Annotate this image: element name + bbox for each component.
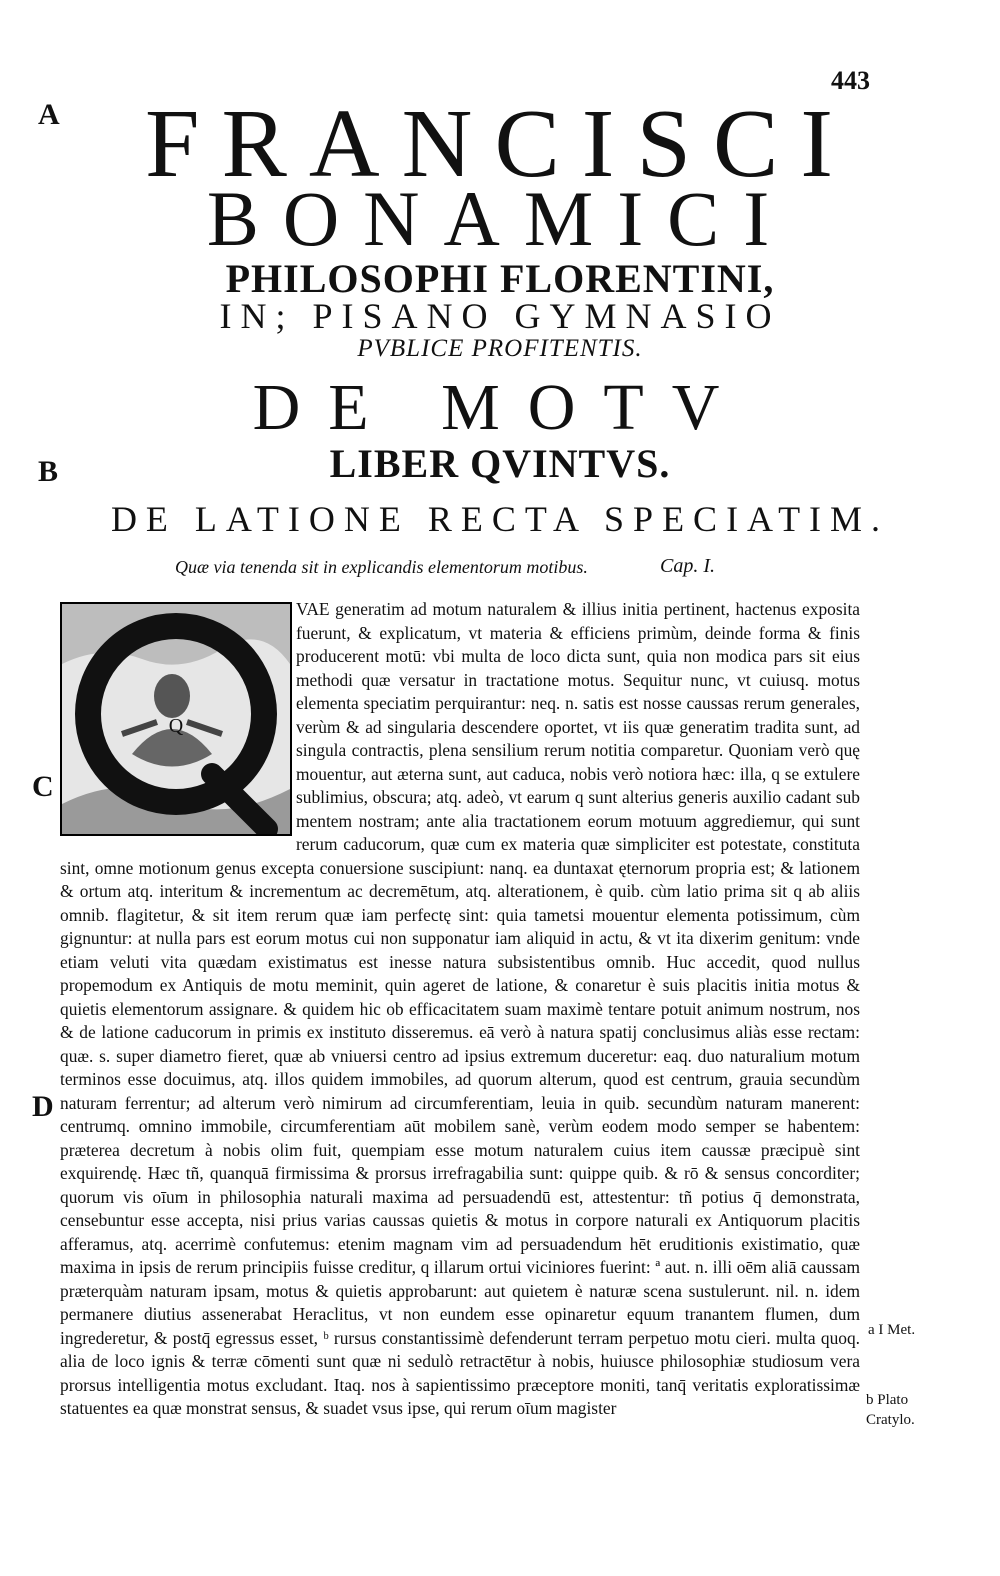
title-book: LIBER QVINTVS.	[329, 441, 671, 486]
margin-letter-b: B	[38, 455, 59, 488]
title-author-last: BONAMICI	[206, 175, 794, 262]
page-number: 443	[831, 66, 870, 95]
title-author-role: PHILOSOPHI FLORENTINI,	[225, 256, 775, 301]
chapter-number: Cap. I.	[660, 555, 715, 577]
title-institution: IN; PISANO GYMNASIO	[219, 296, 781, 336]
title-work: DE MOTV	[252, 371, 748, 444]
initial-letter: Q	[168, 715, 184, 737]
body-text: VAE generatim ad motum naturalem & illius initia pertinent, hactenus exposita fuerunt, & explicatum, vt materia & efficiens primùm, deinde forma & finis producerent motū: vbi multa de loco dicta sunt, quia non modica pars sit eius methodi quæ versatur in tractatione motus. Sequitur nunc, vt cuiusq. motus elementa speciatim perquirantur: neq. n. satis est nosse caussas rerum generales, verùm & ad singularia descendere oportet, vt iis quæ generatim tradita sunt, ad singula contractis, plena sensilium rerum notitia comparetur. Quoniam verò quę mouentur, aut æterna sunt, aut caduca, nobis verò notiora hæc: illa, q se extulere sublimius, obscura; atq. adeò, vt earum q sunt alterius generis auxilio cadant sub mentem nostram; ante alia tractationem eorum motuum aggrediemur, qui sunt rerum caducorum, quæ cum ex materia quæ simpliciter est potestate, constituta sint, omne motionum genus excepta conuersione suscipiunt: nanq. ea duntaxat ęternorum propria est; & lationem & ortum atq. interitum & incrementum ac decremētum, atq. alterationem, è quib. cùm latio prima sit q ab aliis omnib. flagitetur, & sit item rerum quæ iam perfectę sint: quia tametsi mouentur elementa potissimum, cùm gignuntur: at nulla pars est eorum motus cui non supponatur iam aliquid in actu, & vt ita dixerim genitum: vnde etiam veluti vita quædam existimatus est inesse natura subsistentibus omnib. Huc accedit, quod nullus propemodum ex Antiquis de motu meminit, quin ageret de latione, & conaretur è suis placitis initia motus & quietis elementorum assignare. & quidem hic ob efficacitatem suam maximè tentare potuit animum nostrum, nos & de latione caducorum in primis ex instituto disseremus. eā verò à natura spatij conclusimus aliàs esse rectam: quæ. s. super diametro fieret, quæ ab vniuersi centro ad ipsius extremum duceretur: eaq. duo naturalium motum terminos esse docuimus, atq. illos quidem immobiles, ad quorum alterum, quod est centrum, grauia secundùm naturam ferrentur; ad alterum verò nimirum ad circumferentiam, leuia in quib. secundùm naturam manerent: centrumq. omnino immobile, circumferentiam aūt mobilem sanè, verùm eodem modo semper se habentem: præterea decretum à nobis olim fuit, quempiam esse motum naturalem cuius item caussæ præcipuè sint exquirendę. Hæc tñ, quanquā firmissima & prorsus irrefragabilia sunt: quippe quib. & rō & sensus concorditer; quorum vis oīum in philosophia naturali maxima ad persuadendū est, attestentur: tñ potius q̄ demonstrata, censebuntur esse accepta, nisi prius varias caussas quietis & motus in corpore naturali ex Antiquorum placitis afferamus, atq. acerrimè confutemus: etenim magnam vim ad persuadendum hēt eruditionis existimatio, quæ maxima in ipsis de rerum principiis fuisse creditur, q illarum ortui viciniores fuerint: ª aut. n. illi oēm aliā caussam præterquàm naturam ipsam, motus & quietis approbarunt: aut quietem è naturæ scena sustulerunt. nil. n. idem permanere diutius assenerabat Heraclitus, vt non eundem esse opinaretur equum tranantem flumen, dum ingrederetur, & postq̄ egressus esset, ᵇ rursus constantissimè defenderunt terram perpetuo motu cieri. multa quoq. alia de loco ignis & terræ cōmenti sunt quæ ni sedulò retractētur à nobis, huiusce philosophiæ studiosum vera prorsus intelligentia motus excludant. Itaq. nos à sapientissimo præceptore moniti, tanq̄ veritatis exploratissimæ statuentes ea quæ monstrat sensus, & suadet vsus ipse, qui rerum oīum magister	[60, 599, 860, 1418]
margin-note-b-source: Cratylo.	[866, 1412, 915, 1428]
margin-note-a: a I Met.	[868, 1322, 916, 1338]
body-paragraph	[60, 598, 860, 1421]
margin-note-b: b Plato	[866, 1392, 909, 1408]
title-author-first: FRANCISCI	[145, 90, 855, 198]
margin-letter-a: A	[38, 98, 60, 131]
margin-letter-d: D	[32, 1090, 54, 1123]
title-profession: PVBLICE PROFITENTIS.	[357, 335, 643, 362]
margin-letter-c: C	[32, 770, 54, 803]
initial-float-space	[60, 598, 296, 836]
title-section: DE LATIONE RECTA SPECIATIM.	[110, 499, 890, 539]
chapter-caption: Quæ via tenenda sit in explicandis elementorum motibus.	[175, 557, 588, 577]
